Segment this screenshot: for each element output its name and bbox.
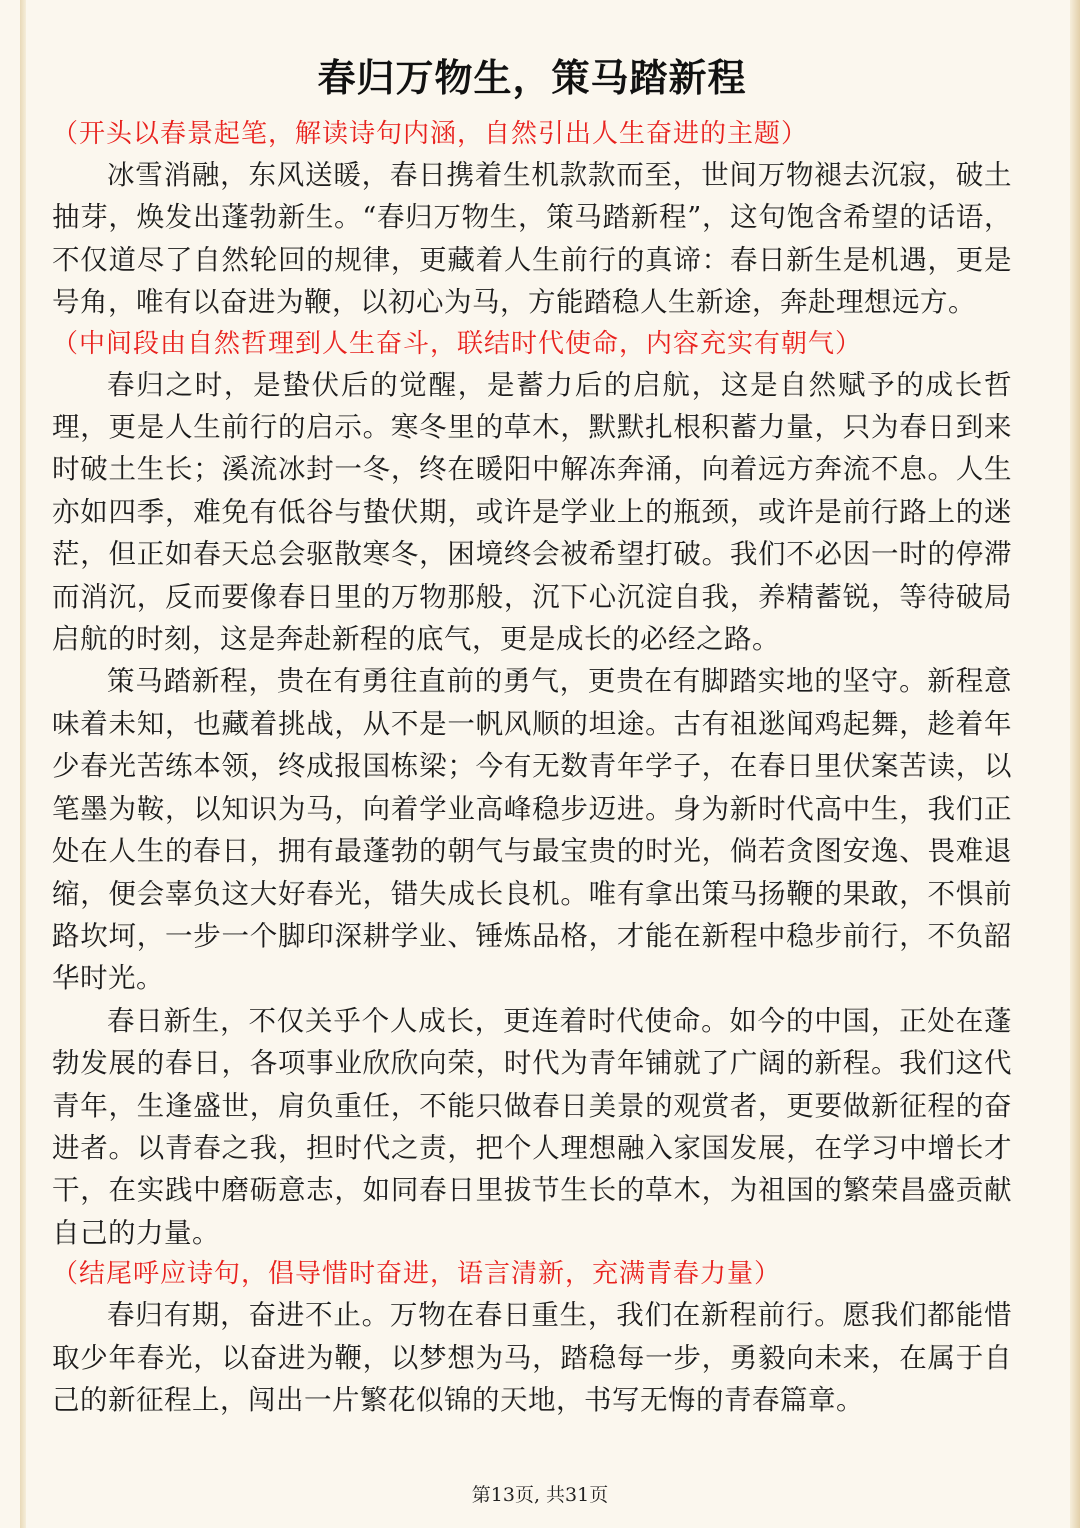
annotation-opening: （开头以春景起笔，解读诗句内涵，自然引出人生奋进的主题） bbox=[52, 119, 809, 149]
page-edge-right bbox=[1070, 0, 1080, 1528]
annotation-ending: （结尾呼应诗句，倡导惜时奋进，语言清新，充满青春力量） bbox=[52, 1259, 782, 1290]
essay-content bbox=[52, 48, 1012, 1421]
essay-title: 春归万物生，策马踏新程 bbox=[317, 55, 747, 100]
annotation-middle: （中间段由自然哲理到人生奋斗，联结时代使命，内容充实有朝气） bbox=[52, 328, 863, 359]
page-number: 第13页, 共31页 bbox=[471, 1484, 609, 1506]
paragraph-5: 春归有期，奋进不止。万物在春日重生，我们在新程前行。愿我们都能惜取少年春光，以奋进为鞭，以梦想为马，踏稳每一步，勇毅向未来，在属于自己的新征程上，闯出一片繁花似锦的天地，书写无悔的青春篇章。 bbox=[52, 1299, 1012, 1416]
paragraph-4: 春日新生，不仅关乎个人成长，更连着时代使命。如今的中国，正处在蓬勃发展的春日，各项事业欣欣向荣，时代为青年铺就了广阔的新程。我们这代青年，生逢盛世，肩负重任，不能只做春日美景的观赏者，更要做新征程的奋进者。以青春之我，担时代之责，把个人理想融入家国发展，在学习中增长才干，在实践中磨砺意志，如同春日里拔节生长的草木，为祖国的繁荣昌盛贡献自己的力量。 bbox=[52, 1004, 1012, 1249]
paragraph-2: 春归之时，是蛰伏后的觉醒，是蓄力后的启航，这是自然赋予的成长哲理，更是人生前行的启示。寒冬里的草木，默默扎根积蓄力量，只为春日到来时破土生长；溪流冰封一冬，终在暖阳中解冻奔涌，向着远方奔流不息。人生亦如四季，难免有低谷与蛰伏期，或许是学业上的瓶颈，或许是前行路上的迷茫，但正如春天总会驱散寒冬，困境终会被希望打破。我们不必因一时的停滞而消沉，反而要像春日里的万物那般，沉下心沉淀自我，养精蓄锐，等待破局启航的时刻，这是奔赴新程的底气，更是成长的必经之路。 bbox=[52, 368, 1012, 656]
paragraph-1: 冰雪消融，东风送暖，春日携着生机款款而至，世间万物褪去沉寂，破土抽芽，焕发出蓬勃新生。“春归万物生，策马踏新程”，这句饱含希望的话语，不仅道尽了自然轮回的规律，更藏着人生前行的真谛：春日新生是机遇，更是号角，唯有以奋进为鞭，以初心为马，方能踏稳人生新途，奔赴理想远方。 bbox=[52, 159, 1012, 319]
paragraph-3: 策马踏新程，贵在有勇往直前的勇气，更贵在有脚踏实地的坚守。新程意味着未知，也藏着挑战，从不是一帆风顺的坦途。古有祖逖闻鸡起舞，趁着年少春光苦练本领，终成报国栋梁；今有无数青年学子，在春日里伏案苦读，以笔墨为鞍，以知识为马，向着学业高峰稳步迈进。身为新时代高中生，我们正处在人生的春日，拥有最蓬勃的朝气与最宝贵的时光，倘若贪图安逸、畏难退缩，便会辜负这大好春光，错失成长良机。唯有拿出策马扬鞭的果敢，不惧前路坎坷，一步一个脚印深耕学业、锤炼品格，才能在新程中稳步前行，不负韶华时光。 bbox=[52, 665, 1012, 995]
page-edge-left bbox=[20, 0, 26, 1528]
